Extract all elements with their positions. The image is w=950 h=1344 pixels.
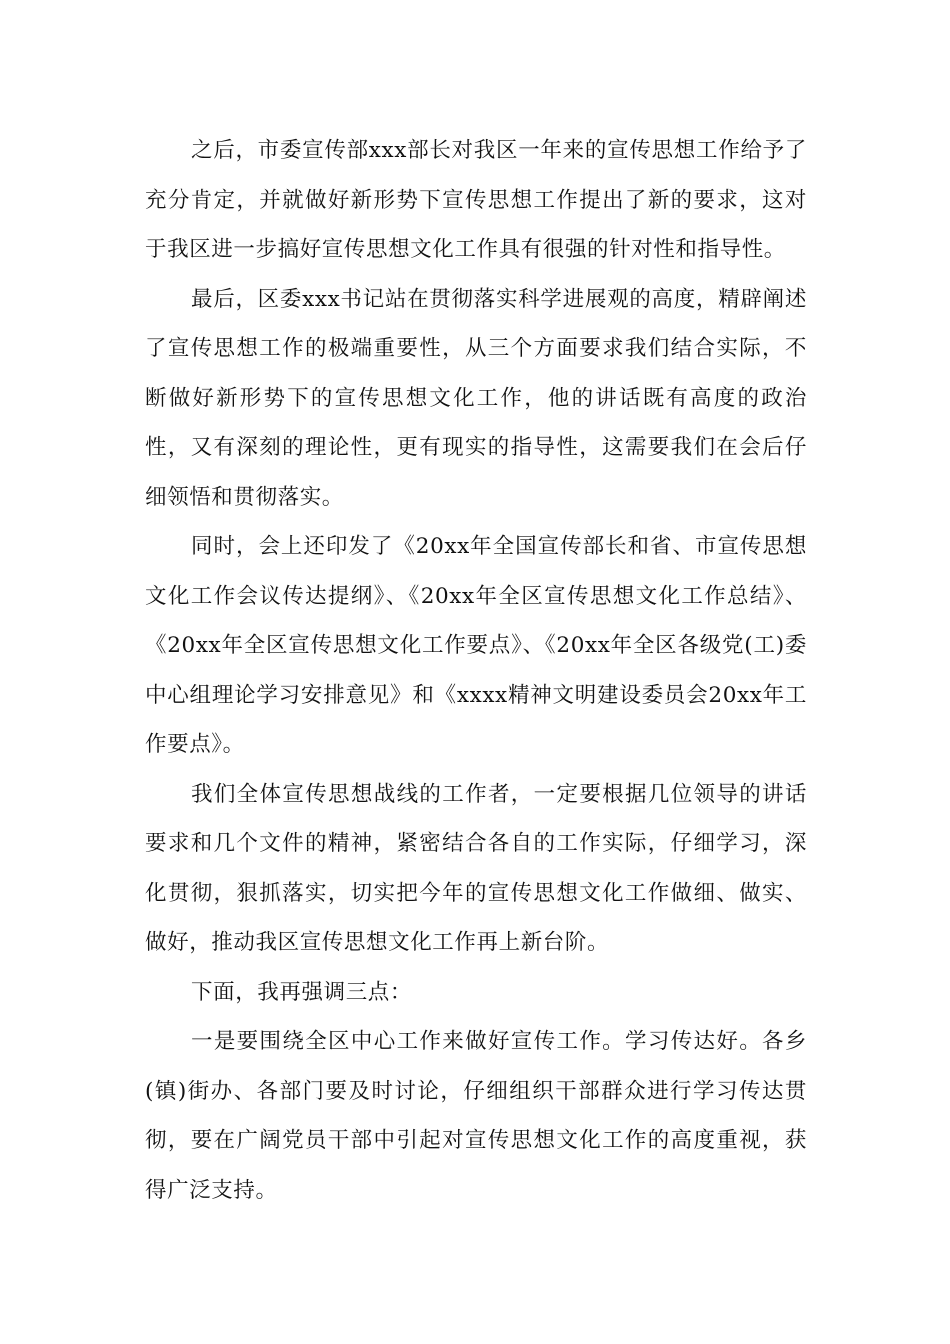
paragraph-5: 下面，我再强调三点： xyxy=(191,979,413,1005)
document-body xyxy=(145,126,807,1215)
paragraph-2: 最后，区委xxx书记站在贯彻落实科学进展观的高度，精辟阐述了宣传思想工作的极端重要性，从三个方面要求我们结合实际，不断做好新形势下的宣传思想文化工作，他的讲话既有高度的政治性，又有深刻的理论性，更有现实的指导性，这需要我们在会后仔细领悟和贯彻落实。 xyxy=(145,286,807,510)
paragraph-6: 一是要围绕全区中心工作来做好宣传工作。学习传达好。各乡(镇)街办、各部门要及时讨论，仔细组织干部群众进行学习传达贯彻，要在广阔党员干部中引起对宣传思想文化工作的高度重视，获得广泛支持。 xyxy=(145,1029,807,1203)
paragraph-1: 之后，市委宣传部xxx部长对我区一年来的宣传思想工作给予了充分肯定，并就做好新形势下宣传思想工作提出了新的要求，这对于我区进一步搞好宣传思想文化工作具有很强的针对性和指导性。 xyxy=(145,138,807,262)
paragraph-4: 我们全体宣传思想战线的工作者，一定要根据几位领导的讲话要求和几个文件的精神，紧密结合各自的工作实际，仔细学习，深化贯彻，狠抓落实，切实把今年的宣传思想文化工作做细、做实、做好，推动我区宣传思想文化工作再上新台阶。 xyxy=(145,781,807,955)
paragraph-3: 同时，会上还印发了《20xx年全国宣传部长和省、市宣传思想文化工作会议传达提纲》、《20xx年全区宣传思想文化工作总结》、《20xx年全区宣传思想文化工作要点》、《20xx年全区各级党(工)委中心组理论学习安排意见》和《xxxx精神文明建设委员会20xx年工作要点》。 xyxy=(145,534,807,757)
